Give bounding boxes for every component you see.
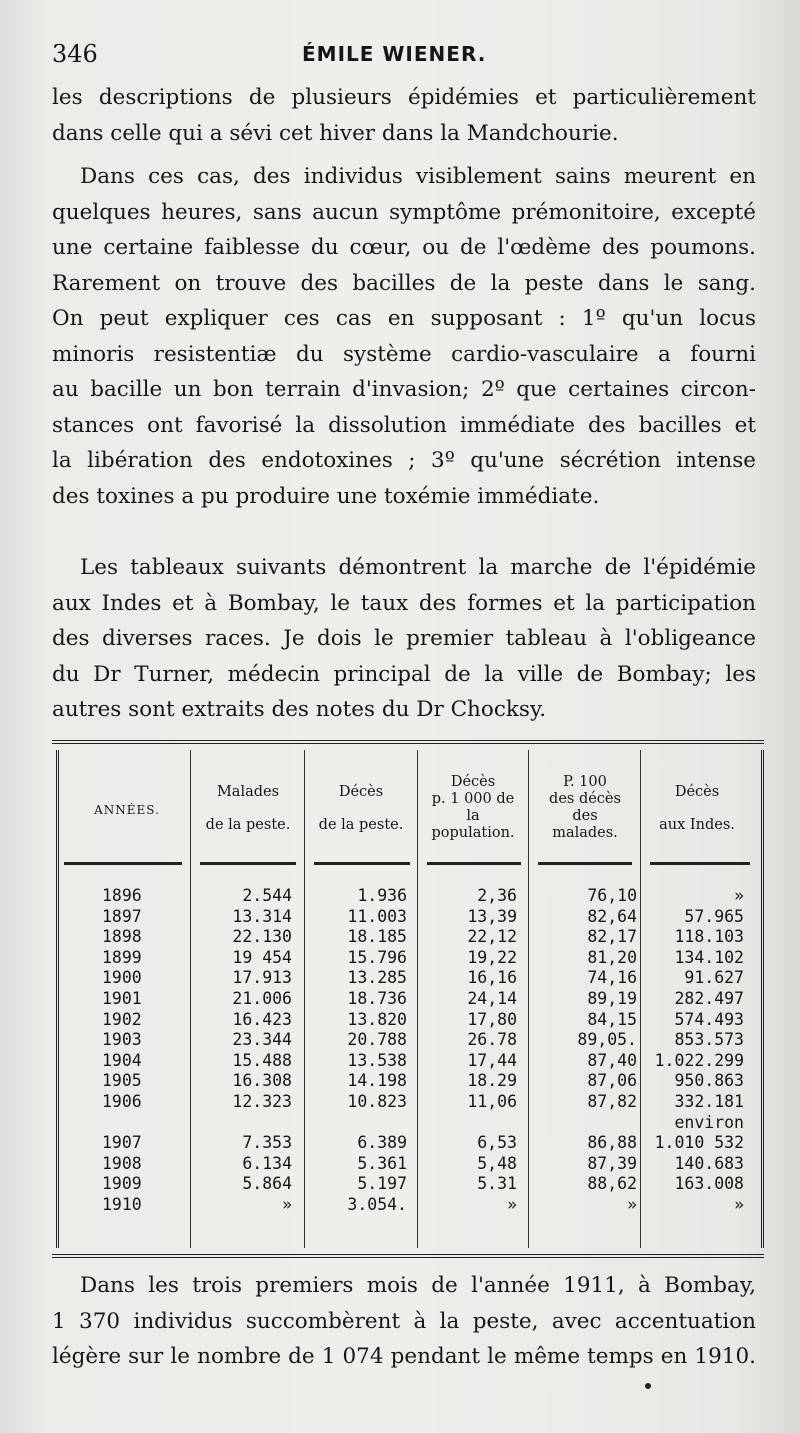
table-cell: 82,64	[587, 906, 637, 926]
paragraph-2	[52, 159, 756, 514]
table-cell: 15.488	[232, 1050, 292, 1070]
table-cell: 57.965	[684, 906, 744, 926]
page-number: 346	[52, 40, 98, 68]
header-line: p. 1 000 de	[431, 791, 515, 807]
table-cell: 22,12	[467, 927, 517, 947]
table-cell: 5,48	[477, 1153, 517, 1173]
table-cell: 13,39	[467, 906, 517, 926]
statistics-table	[52, 740, 764, 1258]
text-line: aux Indes et à Bombay, le taux des formes et la participation	[52, 590, 756, 616]
table-cell: 16,16	[467, 968, 517, 988]
table-cell: 15.796	[347, 947, 407, 967]
table-cell: 1902	[102, 1009, 142, 1029]
paragraph-4	[52, 1268, 756, 1375]
table-cell: 17.913	[232, 968, 292, 988]
table-cell: 23.344	[232, 1030, 292, 1050]
text-line: Dans les trois premiers mois de l'année 1911, à Bombay,	[80, 1273, 756, 1298]
table-cell: 89,19	[587, 988, 637, 1008]
table-cell: 1904	[102, 1050, 142, 1070]
table-cell: 1909	[102, 1174, 142, 1194]
table-cell: 19 454	[232, 947, 292, 967]
table-cell: 17,44	[467, 1050, 517, 1070]
header-line: population.	[431, 825, 515, 841]
table-cell: 7.353	[242, 1133, 292, 1153]
table-cell: 84,15	[587, 1009, 637, 1029]
table-cell: 118.103	[674, 927, 744, 947]
text-line: légère sur le nombre de 1 074 pendant le même temps en 1910.	[52, 1344, 756, 1369]
running-title: ÉMILE WIENER.	[302, 42, 487, 66]
column-divider	[190, 750, 191, 1248]
table-cell: 87,39	[587, 1153, 637, 1173]
text-line: minoris resistentiæ du système cardio-vasculaire a fourni	[52, 341, 756, 367]
table-cell: 19,22	[467, 947, 517, 967]
header-line: de la peste.	[205, 817, 291, 833]
header-years: ANNÉES.	[94, 803, 160, 817]
table-cell: 12.323	[232, 1091, 292, 1111]
header-line: de la peste.	[318, 817, 404, 833]
table-cell: 76,10	[587, 886, 637, 905]
table-cell: environ	[674, 1112, 744, 1132]
header-malades	[192, 784, 304, 834]
table-cell: 5.864	[242, 1174, 292, 1194]
column-divider	[528, 750, 529, 1248]
table-cell: 87,82	[587, 1091, 637, 1111]
table-cell: 574.493	[674, 1009, 744, 1029]
table-cell: »	[507, 1194, 517, 1214]
text-line: Les tableaux suivants démontrent la marche de l'épidémie	[80, 555, 756, 580]
table-cell: 10.823	[347, 1091, 407, 1111]
table-cell: 18.736	[347, 988, 407, 1008]
table-cell: 950.863	[674, 1071, 744, 1091]
table-cell: 1899	[102, 947, 142, 967]
table-cell: 282.497	[674, 988, 744, 1008]
table-cell: 13.285	[347, 968, 407, 988]
table-cell: 332.181	[674, 1091, 744, 1111]
table-cell: 6.134	[242, 1153, 292, 1173]
text-line: On peut expliquer ces cas en supposant : 1º qu'un locus	[52, 306, 756, 331]
table-cell: »	[282, 1194, 292, 1214]
table-cell: 26.78	[467, 1030, 517, 1050]
table-cell: 1910	[102, 1194, 142, 1214]
column-divider	[640, 750, 641, 1248]
table-cell: 87,40	[587, 1050, 637, 1070]
page-header	[52, 40, 752, 74]
table-cell: »	[734, 1194, 744, 1214]
header-line: Décès	[450, 774, 496, 790]
table-cell: 1908	[102, 1153, 142, 1173]
table-cell: 1906	[102, 1091, 142, 1111]
header-rule	[650, 862, 750, 865]
table-cell: 13.314	[232, 906, 292, 926]
table-cell: 1903	[102, 1030, 142, 1050]
table-cell: 5.31	[477, 1174, 517, 1194]
table-cell: 11.003	[347, 906, 407, 926]
table-cell: »	[734, 886, 744, 905]
table-cell: 6,53	[477, 1133, 517, 1153]
column-deces	[317, 886, 407, 1216]
table-cell: 3.054.	[347, 1194, 407, 1214]
table-cell: 82,17	[587, 927, 637, 947]
text-line: quelques heures, sans aucun symptôme prémonitoire, excepté	[52, 199, 756, 225]
table-cell: 16.423	[232, 1009, 292, 1029]
header-rule	[314, 862, 410, 865]
table-cell: 74,16	[587, 968, 637, 988]
table-cell: 1897	[102, 906, 142, 926]
table-cell: 13.820	[347, 1009, 407, 1029]
text-line: la libération des endotoxines ; 3º qu'une sécrétion intense	[52, 448, 756, 473]
table-cell: 1896	[102, 886, 142, 905]
table-cell: 20.788	[347, 1030, 407, 1050]
paragraph-1	[52, 80, 756, 151]
table-cell: 2,36	[477, 886, 517, 905]
table-cell	[547, 1113, 637, 1134]
table-cell: 91.627	[684, 968, 744, 988]
table-cell: 87,06	[587, 1071, 637, 1091]
text-line: des toxines a pu produire une toxémie immédiate.	[52, 483, 600, 509]
table-cell: 18.185	[347, 927, 407, 947]
table-cell: 21.006	[232, 988, 292, 1008]
text-line: les descriptions de plusieurs épidémies et particulièrement	[52, 85, 756, 110]
table-cell	[102, 1113, 162, 1134]
text-line: du Dr Turner, médecin principal de la ville de Bombay; les	[52, 661, 756, 687]
table-cell	[317, 1113, 407, 1134]
header-indes	[642, 784, 752, 834]
table-cell: 1.010 532	[654, 1133, 744, 1153]
header-line: la	[466, 808, 480, 824]
header-line: Décès	[338, 784, 384, 800]
table-cell: 11,06	[467, 1091, 517, 1111]
table-cell: 14.198	[347, 1071, 407, 1091]
table-cell: 1900	[102, 968, 142, 988]
ink-speck	[645, 1383, 651, 1389]
header-line: malades.	[552, 825, 618, 841]
table-cell: 89,05.	[577, 1030, 637, 1050]
table-cell: 853.573	[674, 1030, 744, 1050]
table-cell: 22.130	[232, 927, 292, 947]
text-line: Rarement on trouve des bacilles de la peste dans le sang.	[52, 270, 756, 296]
column-per-hundred	[547, 886, 637, 1216]
header-deces	[305, 784, 417, 834]
header-rule	[200, 862, 296, 865]
text-line: des diverses races. Je dois le premier tableau à l'obligeance	[52, 626, 756, 651]
table-cell: 88,62	[587, 1174, 637, 1194]
header-line: des	[572, 808, 598, 824]
header-line: Décès	[674, 784, 720, 800]
table-cell: 5.361	[357, 1153, 407, 1173]
table-cell: 163.008	[674, 1174, 744, 1194]
table-cell: 134.102	[674, 947, 744, 967]
table-cell: 1.936	[357, 886, 407, 905]
header-line: Malades	[216, 784, 280, 800]
column-malades	[202, 886, 292, 1216]
table-cell: 5.197	[357, 1174, 407, 1194]
table-cell: 81,20	[587, 947, 637, 967]
table-cell	[202, 1113, 292, 1134]
table-cell: 24,14	[467, 988, 517, 1008]
paragraph-3	[52, 550, 756, 728]
table-cell: 17,80	[467, 1009, 517, 1029]
table-cell: 16.308	[232, 1071, 292, 1091]
text-line: autres sont extraits des notes du Dr Chocksy.	[52, 697, 547, 722]
header-line: aux Indes.	[659, 817, 735, 833]
table-cell: 1907	[102, 1133, 142, 1153]
text-line: stances ont favorisé la dissolution immédiate des bacilles et	[52, 412, 756, 438]
column-years	[102, 886, 162, 1216]
text-line: au bacille un bon terrain d'invasion; 2º que certaines circon-	[52, 377, 756, 402]
text-line: dans celle qui a sévi cet hiver dans la Mandchourie.	[52, 120, 619, 146]
text-line: une certaine faiblesse du cœur, ou de l'œdème des poumons.	[52, 235, 756, 260]
header-per-thousand	[418, 774, 528, 842]
column-indes	[652, 886, 744, 1216]
table-cell: 6.389	[357, 1133, 407, 1153]
table-cell: 2.544	[242, 886, 292, 905]
text-line: Dans ces cas, des individus visiblement sains meurent en	[80, 164, 756, 189]
text-line: 1 370 individus succombèrent à la peste, avec accentuation	[52, 1308, 756, 1334]
header-rule	[427, 862, 521, 865]
header-per-hundred	[530, 774, 640, 842]
header-line: P. 100	[563, 774, 607, 790]
table-cell: 1901	[102, 988, 142, 1008]
table-cell: 18.29	[467, 1071, 517, 1091]
table-cell: 13.538	[347, 1050, 407, 1070]
table-cell: 1.022.299	[654, 1050, 744, 1070]
table-cell: 1898	[102, 927, 142, 947]
column-per-thousand	[427, 886, 517, 1216]
table-cell: »	[627, 1194, 637, 1214]
table-cell: 140.683	[674, 1153, 744, 1173]
header-rule	[538, 862, 632, 865]
header-line: des décès	[549, 791, 621, 807]
header-rule	[64, 862, 182, 865]
table-cell: 86,88	[587, 1133, 637, 1153]
table-cell	[427, 1113, 517, 1134]
table-cell: 1905	[102, 1071, 142, 1091]
